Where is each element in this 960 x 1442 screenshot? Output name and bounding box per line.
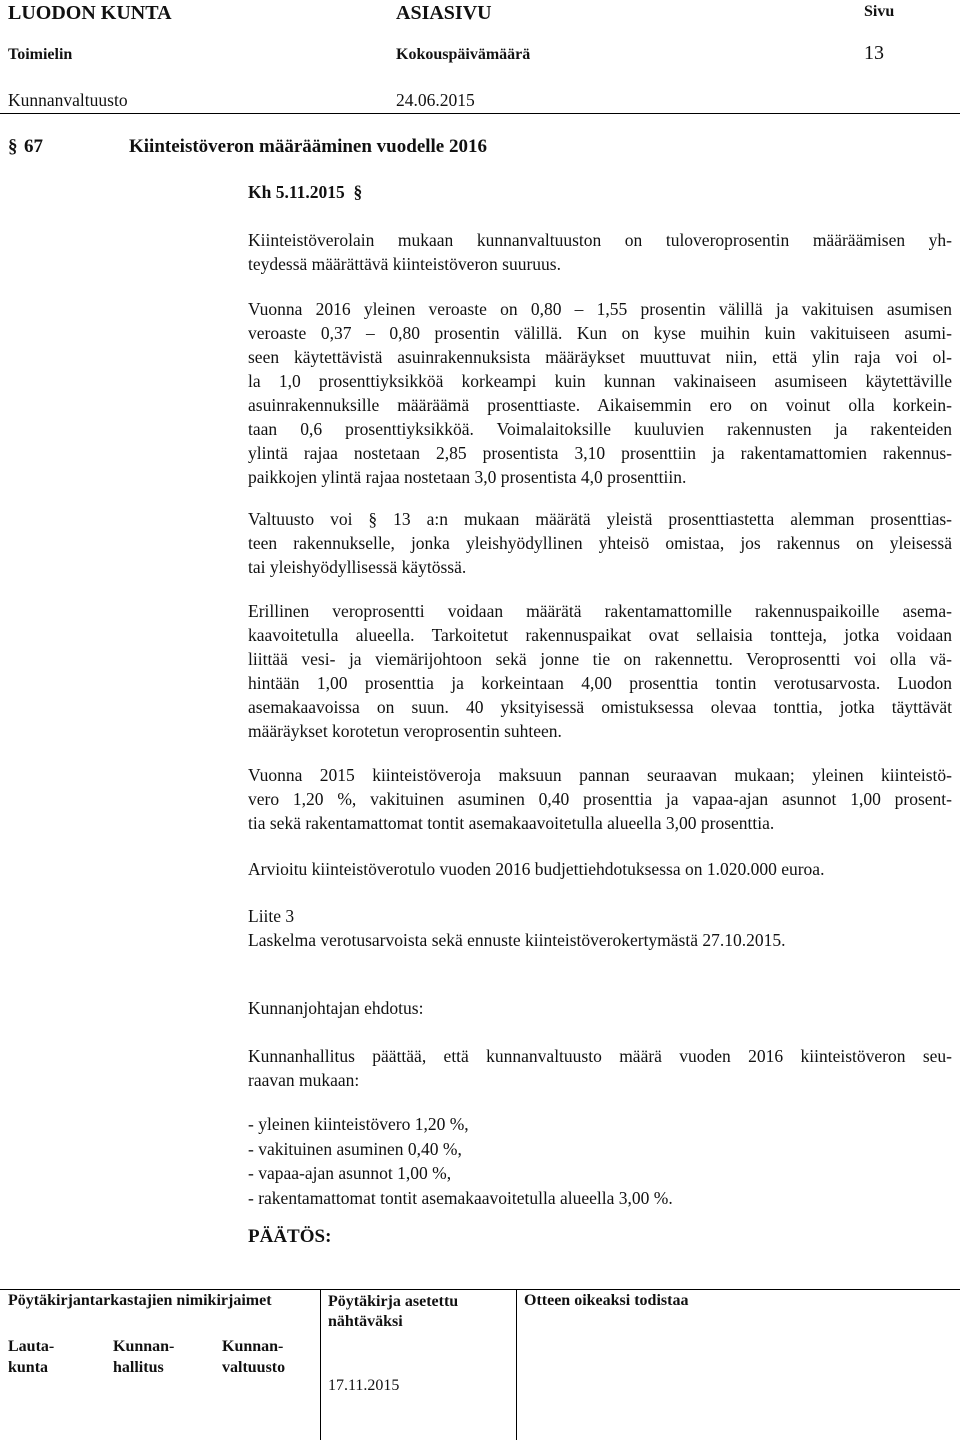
proposal-heading: Kunnanjohtajan ehdotus: [248, 998, 424, 1018]
footer-sub-kunnanvaltuusto: Kunnan- valtuusto [222, 1338, 286, 1376]
list-item: - yleinen kiinteistövero 1,20 %, [248, 1114, 469, 1134]
paragraph-5: Vuonna 2015 kiinteistöveroja maksuun pannan seuraavan mukaan; yleinen kiinteistö- vero 1,20 %, vakituinen asuminen 0,40 prosenttia ja vapaa-ajan asunnot 1,00 prosent- tia sekä rakentamattomat tontit asemakaavoitetulla alueella 3,00 prosenttia. [248, 765, 952, 833]
list-item: - vapaa-ajan asunnot 1,00 %, [248, 1163, 452, 1183]
paragraph-3: Valtuusto voi § 13 a:n mukaan määrätä yleistä prosenttiastetta alemman prosenttias- teen rakennukselle, jonka yleishyödyllinen yhteisö omistaa, jos rakennus on yleisessä tai yleishyödyllisessä käytössä. [248, 509, 952, 577]
item-ref: Kh 5.11.2015 § [248, 182, 363, 202]
item-title: Kiinteistöveron määrääminen vuodelle 2016 [129, 136, 487, 157]
org-name: LUODON KUNTA [8, 2, 172, 24]
proposal-list [248, 1112, 673, 1210]
paragraph-1: Kiinteistöverolain mukaan kunnanvaltuuston on tuloveroprosentin määräämisen yh- teydessä määrättävä kiinteistöveron suuruus. [248, 230, 952, 274]
body-label: Toimielin [8, 46, 73, 63]
footer-col1-title: Pöytäkirjantarkastajien nimikirjaimet [8, 1292, 272, 1309]
footer-divider-2 [516, 1290, 517, 1440]
footer-col3-title: Otteen oikeaksi todistaa [524, 1292, 689, 1309]
paragraph-2: Vuonna 2016 yleinen veroaste on 0,80 – 1,55 prosentin välillä ja vakituisen asumisen veroaste 0,37 – 0,80 prosentin välillä. Kun on kyse muihin kuin vakituiseen asumi- seen käytettävistä asuinrakennuksista määräykset muuttuvat niin, että ylin raja voi ol- la 1,0 prosenttiyksikköä korkeampi kuin kunnan vakinaiseen asumiseen käytettäville asuinrakennuksille määräämä prosenttiaste. Aikaisemmin ero on voinut olla korkein- taan 0,6 prosenttiyksikköä. Voimalaitoksille kuuluvien rakennusten ja rakenteiden ylintä rajaa nostetaan 2,85 prosentista 3,10 prosenttiin ja rakentamattomien rakennus- paikkojen ylintä rajaa nostetaan 3,0 prosentista 4,0 prosenttiin. [248, 299, 952, 487]
doc-type: ASIASIVU [396, 2, 492, 24]
footer-divider-1 [320, 1290, 321, 1440]
date-label: Kokouspäivämäärä [396, 46, 531, 63]
item-number: 67 [24, 136, 43, 157]
footer-col2-title: Pöytäkirja asetettu nähtäväksi [328, 1293, 459, 1330]
page-label: Sivu [864, 3, 895, 20]
footer-sub-kunnanhallitus: Kunnan- hallitus [113, 1338, 175, 1376]
date-value: 24.06.2015 [396, 90, 475, 110]
footer-date: 17.11.2015 [328, 1377, 400, 1394]
ref-section-sign: § [353, 182, 363, 202]
decision-label: PÄÄTÖS: [248, 1226, 332, 1247]
footer-sub-lautakunta: Lauta- kunta [8, 1338, 55, 1376]
body-value: Kunnanvaltuusto [8, 90, 128, 110]
proposal-text: Kunnanhallitus päättää, että kunnanvaltuusto määrä vuoden 2016 kiinteistöveron seu- raavan mukaan: [248, 1046, 952, 1090]
page-number: 13 [864, 42, 884, 64]
attachment-note: Liite 3 Laskelma verotusarvoista sekä ennuste kiinteistöverokertymästä 27.10.2015. [248, 906, 786, 950]
list-item: - rakentamattomat tontit asemakaavoitetulla alueella 3,00 %. [248, 1187, 673, 1208]
footer-rule [0, 1289, 960, 1290]
paragraph-4: Erillinen veroprosentti voidaan määrätä rakentamattomille rakennuspaikoille asema- kaavoitetulla alueella. Tarkoitetut rakennuspaikat ovat sellaisia tontteja, jotka voidaan liittää vesi- ja viemärijohtoon sekä jonne tie on rakennettu. Veroprosentti voi olla vä- hintään 1,00 prosenttia ja korkeintaan 4,00 prosenttia tontin verotusarvosta. Luodon asemakaavoissa on suun. 40 yksityisessä omistuksessa olevaa tonttia, jotka täyttävät määräykset korotetun veroprosentin suhteen. [248, 601, 952, 741]
header-rule [0, 113, 960, 114]
list-item: - vakituinen asuminen 0,40 %, [248, 1138, 462, 1159]
paragraph-6: Arvioitu kiinteistöverotulo vuoden 2016 budjettiehdotuksessa on 1.020.000 euroa. [248, 859, 825, 879]
section-sign: § [8, 136, 18, 157]
